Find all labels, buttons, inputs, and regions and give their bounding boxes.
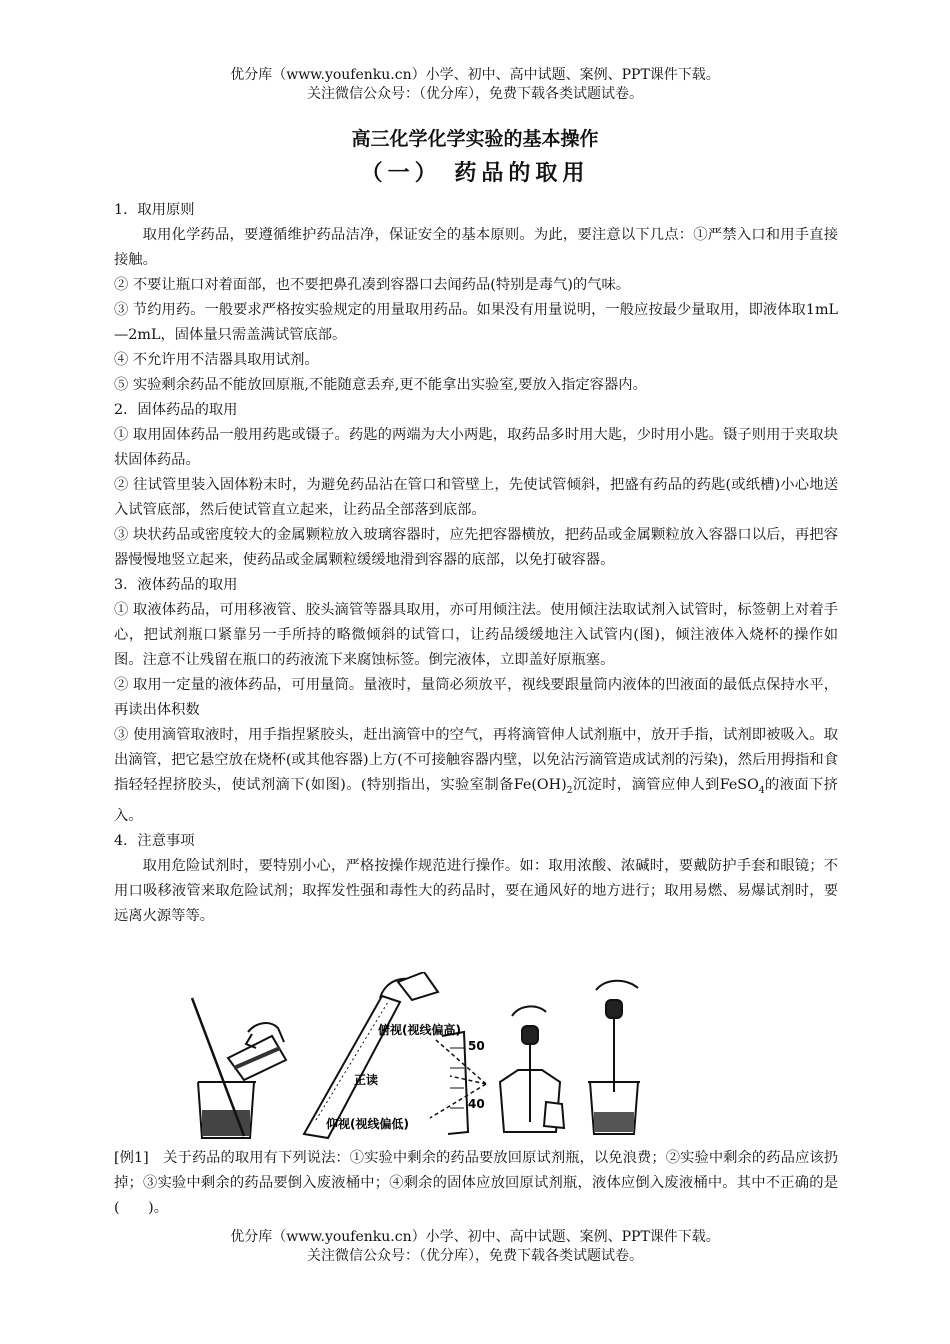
paragraph: 取用化学药品，要遵循维护药品洁净，保证安全的基本原则。为此，要注意以下几点：①严禁入口和用手直接接触。 [114,227,838,268]
header-line-2: 关注微信公众号：（优分库），免费下载各类试题试卷。 [307,86,643,102]
subscript: 4 [758,785,765,796]
paragraph: ③ 块状药品或密度较大的金属颗粒放入玻璃容器时，应先把容器横放，把药品或金属颗粒放入容器口以后，再把容器慢慢地竖立起来，使药品或金属颗粒缓缓地滑到容器的底部，以免打破容器。 [114,527,838,568]
paragraph: ② 取用一定量的液体药品，可用量筒。量液时，量筒必须放平，视线要跟量筒内液体的凹液面的最低点保持水平，再读出体积数 [114,677,838,718]
paragraph: ⑤ 实验剩余药品不能放回原瓶,不能随意丢弃,更不能拿出实验室,要放入指定容器内。 [114,377,647,393]
footer-line-1: 优分库（www.youfenku.cn）小学、初中、高中试题、案例、PPT课件下载。 [230,1229,720,1245]
paragraph: 取用危险试剂时，要特别小心，严格按操作规范进行操作。如：取用浓酸、浓碱时，要戴防护手套和眼镜；不用口吸移液管来取危险试剂；取挥发性强和毒性大的药品时，要在通风好的地方进行；取用易燃、易爆试剂时，要远离火源等等。 [114,857,838,924]
paragraph: ① 取液体药品，可用移液管、胶头滴管等器具取用，亦可用倾注法。使用倾注法取试剂入试管时，标签朝上对着手心，把试剂瓶口紧靠另一手所持的略微倾斜的试管口，让药品缓缓地注入试管内(图)，倾注液体入烧杯的操作如图。注意不让残留在瓶口的药液流下来腐蚀标签。倒完液体，立即盖好原瓶塞。 [114,602,838,668]
footer-line-2: 关注微信公众号：（优分库），免费下载各类试题试卷。 [307,1248,643,1264]
section-2-heading: 2．固体药品的取用 [114,402,238,418]
tick-40: 40 [468,1097,485,1111]
paragraph: ③ 节约用药。一般要求严格按实验规定的用量取用药品。如果没有用量说明，一般应按最少量取用，即液体取1mL—2mL，固体量只需盖满试管底部。 [114,302,838,343]
paragraph: ② 往试管里装入固体粉末时，为避免药品沾在管口和管壁上，先使试管倾斜，把盛有药品的药匙(或纸槽)小心地送入试管底部，然后使试管直立起来，让药品全部落到底部。 [114,477,838,518]
text-run: 沉淀时，滴管应伸人到FeSO [572,777,759,793]
section-4-heading: 4．注意事项 [114,832,195,849]
paragraph: ① 取用固体药品一般用药匙或镊子。药匙的两端为大小两匙，取药品多时用大匙，少时用小匙。镊子则用于夹取块状固体药品。 [114,427,838,468]
text-run: 的液面下挤入。 [114,777,838,824]
section-1-heading: 1．取用原则 [114,202,195,218]
subscript: 2 [566,785,573,796]
dropper-bottle-drawing [500,1006,564,1132]
label-look-up: 仰视(视线偏低) [326,1117,409,1131]
label-correct-read: 正读 [354,1073,379,1087]
graduated-cylinder-drawing [304,972,486,1138]
pouring-beaker-drawing [192,998,286,1138]
document-title: 高三化学化学实验的基本操作 [351,128,599,150]
section-subtitle: （一） 药品的取用 [360,161,590,186]
header-line-1: 优分库（www.youfenku.cn）小学、初中、高中试题、案例、PPT课件下载。 [230,67,720,83]
label-look-down: 俯视(视线偏高) [378,1023,461,1037]
paragraph: ② 不要让瓶口对着面部，也不要把鼻孔凑到容器口去闻药品(特别是毒气)的气味。 [114,277,631,293]
paragraph [114,723,838,829]
page-header [0,66,950,104]
text-run: ③ 使用滴管取液时，用手指捏紧胶头，赶出滴管中的空气，再将滴管伸人试剂瓶中，放开手指，试剂即被吸入。取出滴管，把它悬空放在烧杯(或其他容器)上方(不可接触容器内壁，以免沾污滴管造成试剂的污染)，然后用拇指和食指轻轻捏挤胶头，使试剂滴下(如图)。(特别指出，实验室制备Fe(OH) [114,727,838,793]
example-question: [例1] 关于药品的取用有下列说法：①实验中剩余的药品要放回原试剂瓶，以免浪费；②实验中剩余的药品应该扔掉；③实验中剩余的药品要倒入废液桶中；④剩余的固体应放回原试剂瓶，液体应倒入废液桶中。其中不正确的是( )。 [114,1150,838,1216]
section-3-heading: 3．液体药品的取用 [114,577,238,593]
dropper-beaker-drawing [588,981,640,1134]
page-footer [0,1228,950,1266]
paragraph: ④ 不允许用不洁器具取用试剂。 [114,352,319,368]
lab-illustration [186,972,742,1142]
document-body [114,198,838,929]
tick-50: 50 [468,1039,485,1053]
